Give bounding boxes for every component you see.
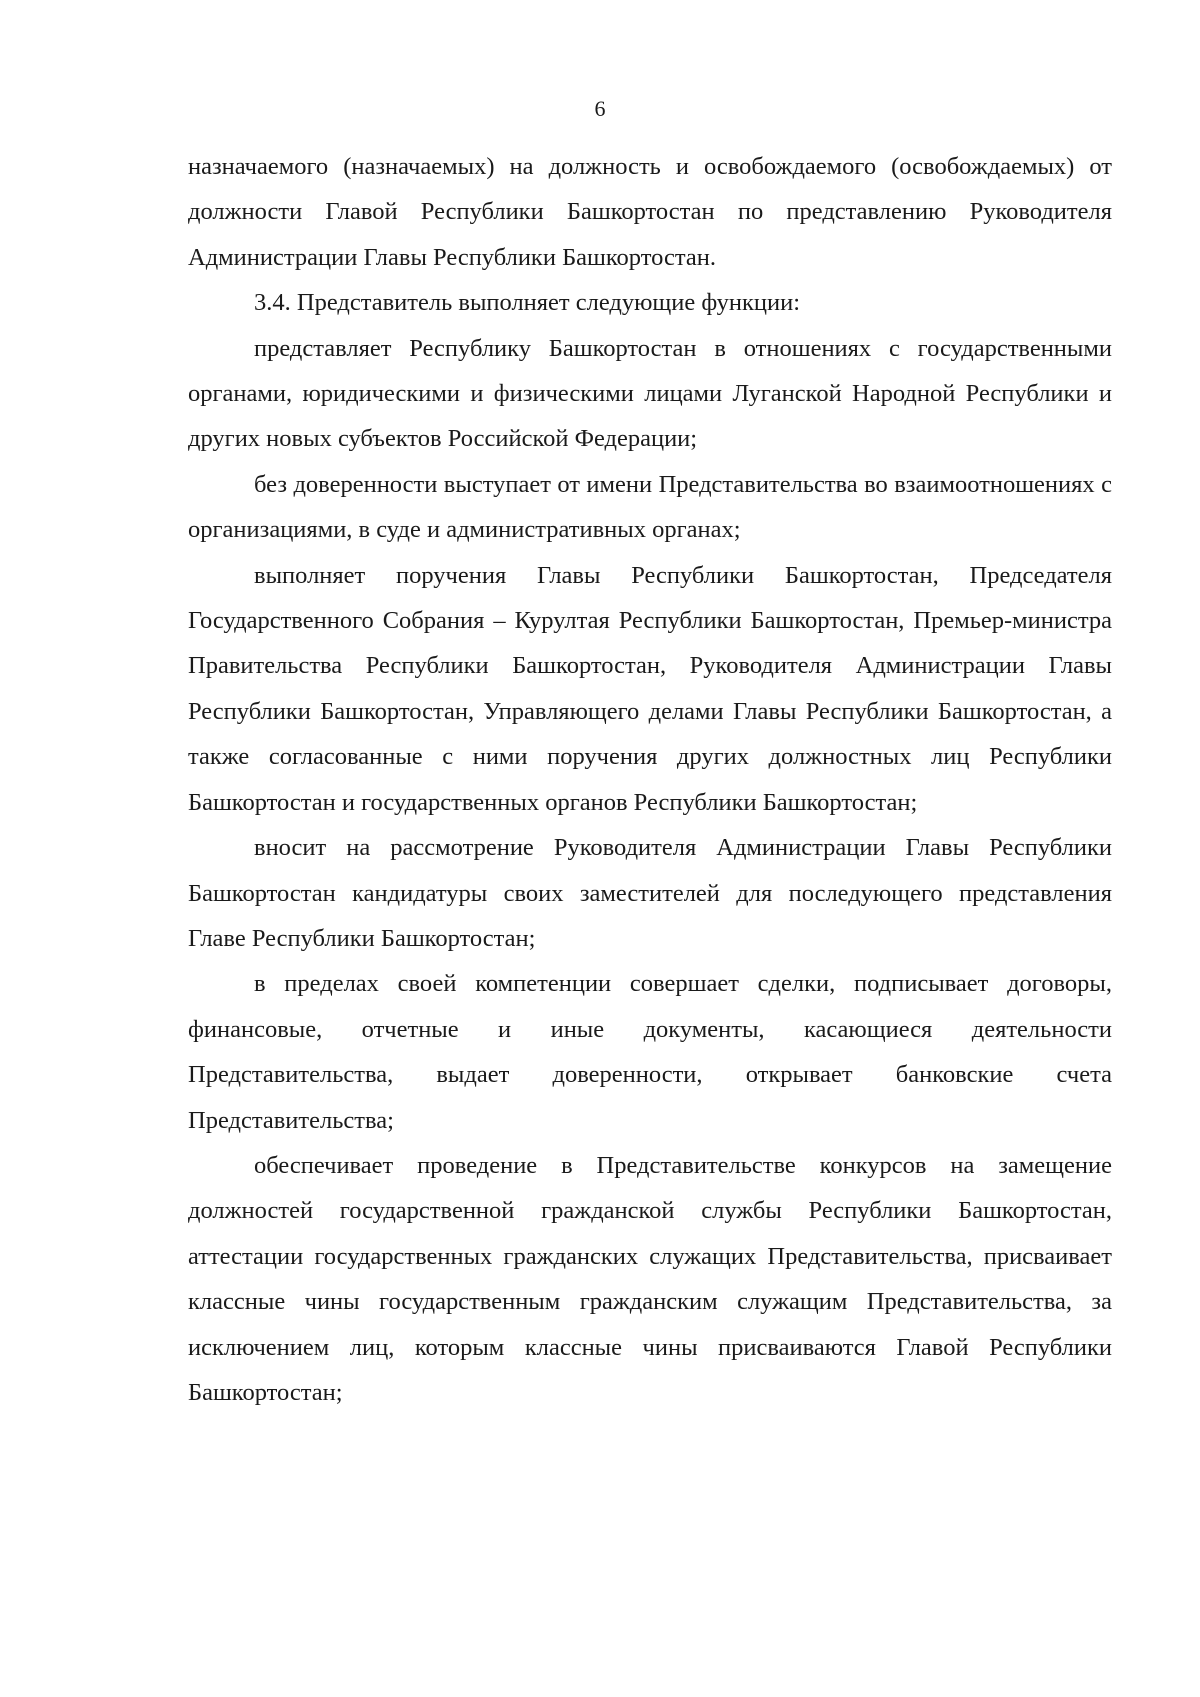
paragraph-function-competitions: обеспечивает проведение в Представительстве конкурсов на замещение должностей государственной гражданской службы Республики Башкортостан, аттестации государственных гражданских служащих Представительства, присваивает классные чины государственным гражданским служащим Представительства, за исключением лиц, которым классные чины присваиваются Главой Республики Башкортостан;	[188, 1151, 1112, 1406]
document-body	[188, 144, 1112, 1415]
paragraph-function-signs-documents: в пределах своей компетенции совершает сделки, подписывает договоры, финансовые, отчетные и иные документы, касающиеся деятельности Представительства, выдает доверенности, открывает банковские счета Представительства;	[188, 970, 1112, 1134]
paragraph-section-heading: 3.4. Представитель выполняет следующие функции:	[254, 289, 801, 317]
paragraph-function-nominates-deputies: вносит на рассмотрение Руководителя Администрации Главы Республики Башкортостан кандидатуры своих заместителей для последующего представления Главе Республики Башкортостан;	[188, 834, 1112, 952]
paragraph-function-represents: представляет Республику Башкортостан в отношениях с государственными органами, юридическими и физическими лицами Луганской Народной Республики и других новых субъектов Российской Федерации;	[188, 334, 1112, 453]
paragraph-function-acts-without-proxy: без доверенности выступает от имени Представительства во взаимоотношениях с организациями, в суде и административных органах;	[188, 470, 1112, 544]
paragraph-continuation: назначаемого (назначаемых) на должность и освобождаемого (освобождаемых) от должности Главой Республики Башкортостан по представлению Руководителя Администрации Главы Республики Башкортостан.	[188, 153, 1112, 271]
paragraph-function-executes-orders: выполняет поручения Главы Республики Башкортостан, Председателя Государственного Собрания – Курултая Республики Башкортостан, Премьер-министра Правительства Республики Башкортостан, Руководителя Администрации Главы Республики Башкортостан, Управляющего делами Главы Республики Башкортостан, а также согласованные с ними поручения других должностных лиц Республики Башкортостан и государственных органов Республики Башкортостан;	[188, 561, 1112, 816]
page-number: 6	[594, 96, 606, 121]
